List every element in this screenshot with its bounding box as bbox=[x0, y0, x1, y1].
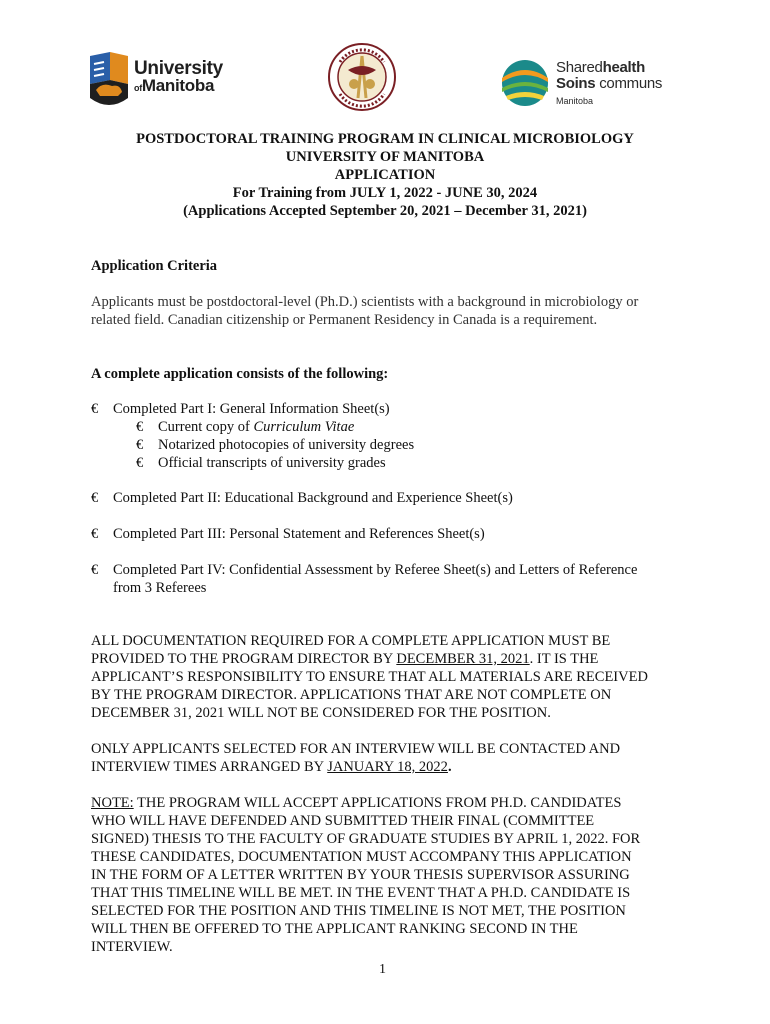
page-number: 1 bbox=[379, 962, 386, 977]
bison-shield-icon bbox=[88, 50, 132, 114]
title-line-3: APPLICATION bbox=[334, 167, 436, 183]
note-label: NOTE: bbox=[91, 795, 134, 811]
bullet-icon: € bbox=[136, 437, 144, 453]
title-line-1: POSTDOCTORAL TRAINING PROGRAM IN CLINICAL MICROBIOLOGY bbox=[136, 131, 634, 147]
shared-health-wordmark: Sharedhealth Soins communs Manitoba bbox=[556, 59, 663, 106]
title-line-5: (Applications Accepted September 20, 2021 – December 31, 2021) bbox=[183, 203, 587, 219]
bullet-icon: € bbox=[136, 455, 144, 471]
title-line-4: For Training from JULY 1, 2022 - JUNE 30, 2024 bbox=[232, 185, 538, 201]
interview-date: JANUARY 18, 2022 bbox=[327, 759, 448, 775]
phd-candidate-note: NOTE: THE PROGRAM WILL ACCEPT APPLICATIONS FROM PH.D. CANDIDATES WHO WILL HAVE DEFENDED AND SUBMITTED THEIR FINAL (COMMITTEE SIGNED) THESIS TO THE FACULTY OF GRADUATE STUDIES BY APRIL 1, 2022. FOR THESE CANDIDATES, DOCUMENTATION MUST ACCOMPANY THIS APPLICATION IN THE FORM OF A LETTER WRITTEN BY YOUR THESIS SUPERVISOR ASSURING THAT THIS TIMELINE WILL BE MET. IN THE EVENT THAT A PH.D. CANDIDATE IS SELECTED FOR THE POSITION AND THIS TIMELINE IS NOT MET, THE POSITION WILL THEN BE OFFERED TO THE APPLICANT RANKING SECOND IN THE INTERVIEW. bbox=[91, 795, 641, 955]
university-of-manitoba-logo bbox=[88, 46, 238, 116]
title-line-2: UNIVERSITY OF MANITOBA bbox=[285, 149, 485, 165]
bullet-icon: € bbox=[91, 490, 99, 506]
interview-notice: ONLY APPLICANTS SELECTED FOR AN INTERVIEW WILL BE CONTACTED AND INTERVIEW TIMES ARRANGED BY JANUARY 18, 2022. bbox=[91, 741, 621, 775]
bullet-icon: € bbox=[91, 526, 99, 542]
complete-application-heading: A complete application consists of the following: bbox=[91, 366, 389, 382]
document-title bbox=[60, 130, 710, 220]
document-page: University ofManitoba Sharedhealth Soins communs Manitoba POSTDOCTORAL TRAINING PROGRAM IN CLINICAL MICROBIOLOGY UNIVERSITY OF MANITOBA APPLICATION For Training from JULY 1, 2022 - JUNE 30, 2024 (Applications Accepted September 20, 2021 – December 31, 2021) Application Criteria Applicants must be postdoctoral-level (Ph.D.) scientists with a background in microbiology or related field. Canadian citizenship or Permanent Residency in Canada is a requirement. A complete application consists of the following: € Completed Part I: General Information Sheet(s) € Current copy of Curriculum Vitae € Notarized photocopies of university degrees € Official transcripts of university grades € Completed Part II: Educational Background and Experience Sheet(s) € Completed Part III: Personal Statement and References Sheet(s) € Completed Part IV: Confidential Assessment by Referee Sheet(s) and Letters of Reference from 3 Referees ALL DOCUMENTATION REQUIRED FOR A COMPLETE APPLICATION MUST BE PROVIDED TO THE PROGRAM DIRECTOR BY DECEMBER 31, 2021. IT IS THE APPLICANT’S RESPONSIBILITY TO ENSURE THAT ALL MATERIALS ARE RECEIVED BY THE PROGRAM DIRECTOR. APPLICATIONS THAT ARE NOT COMPLETE ON DECEMBER 31, 2021 WILL NOT BE CONSIDERED FOR THE POSITION. ONLY APPLICANTS SELECTED FOR AN INTERVIEW WILL BE CONTACTED AND INTERVIEW TIMES ARRANGED BY JANUARY 18, 2022. NOTE: THE PROGRAM WILL ACCEPT APPLICATIONS FROM PH.D. CANDIDATES WHO WILL HAVE DEFENDED AND SUBMITTED THEIR FINAL (COMMITTEE SIGNED) THESIS TO THE FACULTY OF GRADUATE STUDIES BY APRIL 1, 2022. FOR THESE CANDIDATES, DOCUMENTATION MUST ACCOMPANY THIS APPLICATION IN THE FORM OF A LETTER WRITTEN BY YOUR THESIS SUPERVISOR ASSURING THAT THIS TIMELINE WILL BE MET. IN THE EVENT THAT A PH.D. CANDIDATE IS SELECTED FOR THE POSITION AND THIS TIMELINE IS NOT MET, THE POSITION WILL THEN BE OFFERED TO THE APPLICANT RANKING SECOND IN THE INTERVIEW. 1 bbox=[0, 0, 770, 1024]
documentation-notice: ALL DOCUMENTATION REQUIRED FOR A COMPLETE APPLICATION MUST BE PROVIDED TO THE PROGRAM DIRECTOR BY DECEMBER 31, 2021. IT IS THE APPLICANT’S RESPONSIBILITY TO ENSURE THAT ALL MATERIALS ARE RECEIVED BY THE PROGRAM DIRECTOR. APPLICATIONS THAT ARE NOT COMPLETE ON DECEMBER 31, 2021 WILL NOT BE CONSIDERED FOR THE POSITION. bbox=[91, 633, 648, 721]
bullet-icon: € bbox=[136, 419, 144, 435]
bullet-icon: € bbox=[91, 401, 99, 417]
clinical-microbiology-seal-logo bbox=[328, 40, 396, 114]
bullet-icon: € bbox=[91, 562, 99, 578]
deadline-date: DECEMBER 31, 2021 bbox=[396, 651, 530, 667]
shared-health-mark-icon bbox=[500, 58, 550, 108]
criteria-paragraph: Applicants must be postdoctoral-level (Ph.D.) scientists with a background in microbiology or related field. Canadian citizenship or Permanent Residency in Canada is a requirement. bbox=[91, 294, 639, 328]
um-wordmark: University ofManitoba bbox=[134, 58, 223, 95]
shared-health-logo bbox=[500, 56, 690, 112]
criteria-heading: Application Criteria bbox=[91, 258, 218, 274]
